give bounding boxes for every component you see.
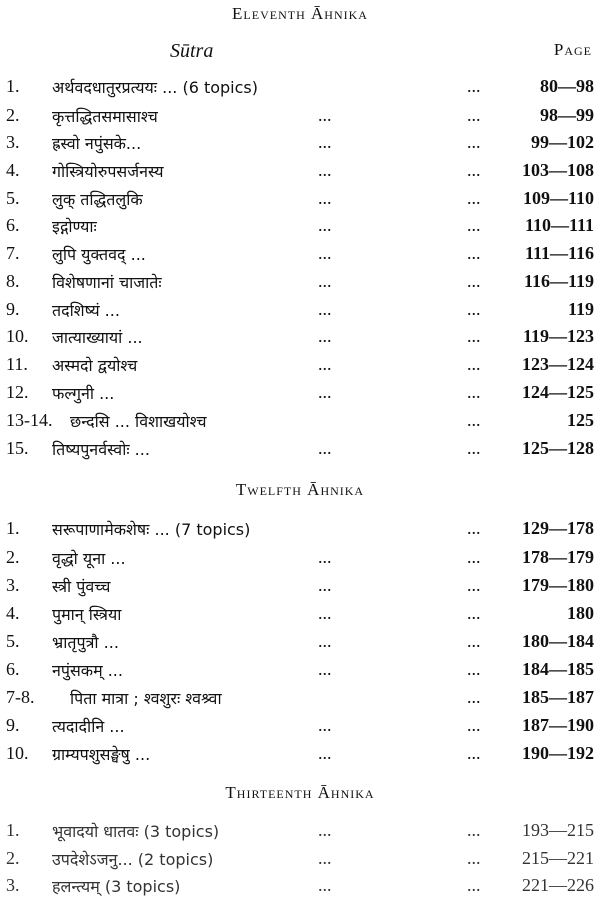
sutra-text: अस्मदो द्वयोश्च (52, 356, 138, 375)
row-number: 11. (6, 354, 28, 374)
page-range: 187—190 (522, 715, 594, 735)
leader-dots: ... (318, 603, 332, 623)
row-number: 4. (6, 603, 20, 623)
table-row (0, 243, 600, 271)
leader-dots: ... (318, 188, 332, 208)
page-range: 109—110 (522, 188, 594, 208)
leader-dots: ... (467, 875, 481, 895)
table-row (0, 271, 600, 299)
table-row (0, 659, 600, 687)
page-range: 111—116 (524, 243, 594, 263)
leader-dots: ... (318, 354, 332, 374)
row-number: 7. (6, 243, 20, 263)
table-row (0, 410, 600, 438)
row-number: 3. (6, 132, 20, 152)
table-row (0, 326, 600, 354)
leader-dots: ... (318, 875, 332, 895)
page-range: 110—111 (524, 215, 594, 235)
table-row (0, 438, 600, 466)
page-range: 215—221 (522, 848, 594, 868)
leader-dots: ... (318, 382, 332, 402)
sutra-text: तिष्यपुनर्वस्वोः ... (52, 440, 150, 459)
leader-dots: ... (467, 603, 481, 623)
leader-dots: ... (467, 271, 481, 291)
leader-dots: ... (318, 715, 332, 735)
sutra-text: स्त्री पुंवच्च (52, 577, 111, 596)
table-row (0, 132, 600, 160)
leader-dots: ... (467, 743, 481, 763)
table-row (0, 875, 600, 903)
table-row (0, 299, 600, 327)
leader-dots: ... (318, 848, 332, 868)
row-number: 10. (6, 743, 29, 763)
table-row (0, 715, 600, 743)
leader-dots: ... (467, 547, 481, 567)
table-row (0, 820, 600, 848)
leader-dots: ... (467, 687, 481, 707)
table-row (0, 382, 600, 410)
row-number: 9. (6, 715, 20, 735)
leader-dots: ... (467, 715, 481, 735)
leader-dots: ... (318, 743, 332, 763)
leader-dots: ... (318, 160, 332, 180)
row-number: 3. (6, 875, 20, 895)
leader-dots: ... (318, 659, 332, 679)
leader-dots: ... (467, 410, 481, 430)
row-number: 15. (6, 438, 29, 458)
table-row (0, 215, 600, 243)
column-header-sutra: Sūtra (170, 40, 214, 62)
sutra-text: त्यदादीनि ... (52, 717, 125, 736)
leader-dots: ... (467, 438, 481, 458)
sutra-text: भूवादयो धातवः (3 topics) (52, 822, 220, 841)
leader-dots: ... (467, 659, 481, 679)
table-row (0, 354, 600, 382)
page-range: 193—215 (522, 820, 594, 840)
leader-dots: ... (467, 76, 481, 96)
leader-dots: ... (318, 326, 332, 346)
leader-dots: ... (467, 132, 481, 152)
row-number: 5. (6, 631, 20, 651)
table-row (0, 105, 600, 133)
sutra-text: पिता मात्रा ; श्वशुरः श्वश्र्वा (70, 689, 222, 708)
sutra-text: नपुंसकम् ... (52, 661, 123, 680)
sutra-text: इद्गोण्याः (52, 217, 97, 236)
table-row (0, 687, 600, 715)
page-range: 116—119 (523, 271, 594, 291)
leader-dots: ... (467, 215, 481, 235)
sutra-text: भ्रातृपुत्रौ ... (52, 633, 119, 652)
row-number: 6. (6, 659, 20, 679)
table-row (0, 743, 600, 771)
row-number: 1. (6, 76, 20, 96)
leader-dots: ... (318, 243, 332, 263)
row-number: 1. (6, 820, 20, 840)
sutra-text: वृद्धो यूना ... (52, 549, 126, 568)
sutra-text: जात्याख्यायां ... (52, 328, 143, 347)
page-range: 124—125 (522, 382, 594, 402)
sutra-text: हलन्त्यम् (3 topics) (52, 877, 181, 896)
row-number: 7-8. (6, 687, 35, 707)
leader-dots: ... (467, 188, 481, 208)
page-range: 180—184 (522, 631, 594, 651)
page-range: 190—192 (522, 743, 594, 763)
leader-dots: ... (318, 575, 332, 595)
section-heading-twelfth: Twelfth Āhnika (235, 480, 365, 499)
page-range: 103—108 (522, 160, 594, 180)
table-row (0, 76, 600, 104)
leader-dots: ... (318, 631, 332, 651)
row-number: 9. (6, 299, 20, 319)
leader-dots: ... (467, 160, 481, 180)
page-range: 221—226 (522, 875, 594, 895)
page-range: 185—187 (522, 687, 594, 707)
row-number: 2. (6, 848, 20, 868)
leader-dots: ... (467, 299, 481, 319)
row-number: 5. (6, 188, 20, 208)
page-range: 179—180 (522, 575, 594, 595)
leader-dots: ... (318, 271, 332, 291)
page-range: 123—124 (522, 354, 594, 374)
leader-dots: ... (467, 243, 481, 263)
row-number: 13-14. (6, 410, 53, 430)
row-number: 8. (6, 271, 20, 291)
sutra-text: ह्रस्वो नपुंसके... (52, 134, 142, 153)
table-row (0, 160, 600, 188)
leader-dots: ... (467, 631, 481, 651)
section-heading-eleventh: Eleventh Āhnika (232, 4, 368, 23)
page-range: 125 (567, 410, 594, 430)
page-range: 184—185 (522, 659, 594, 679)
leader-dots: ... (318, 132, 332, 152)
sutra-text: सरूपाणामेकशेषः ... (7 topics) (52, 520, 251, 539)
section-heading-thirteenth: Thirteenth Āhnika (225, 783, 375, 802)
leader-dots: ... (467, 382, 481, 402)
page-range: 99—102 (531, 132, 594, 152)
leader-dots: ... (467, 820, 481, 840)
sutra-text: उपदेशेऽजनु... (2 topics) (52, 850, 214, 869)
leader-dots: ... (467, 326, 481, 346)
leader-dots: ... (467, 575, 481, 595)
leader-dots: ... (318, 105, 332, 125)
row-number: 4. (6, 160, 20, 180)
page-range: 119—123 (522, 326, 594, 346)
page-range: 98—99 (540, 105, 594, 125)
row-number: 1. (6, 518, 20, 538)
leader-dots: ... (318, 215, 332, 235)
page-range: 125—128 (522, 438, 594, 458)
sutra-text: ग्राम्यपशुसङ्घेषु ... (52, 745, 151, 764)
leader-dots: ... (467, 518, 481, 538)
page-range: 129—178 (522, 518, 594, 538)
table-row (0, 848, 600, 876)
leader-dots: ... (467, 105, 481, 125)
row-number: 2. (6, 547, 20, 567)
table-row (0, 547, 600, 575)
leader-dots: ... (318, 547, 332, 567)
table-row (0, 188, 600, 216)
column-header-page: Page (553, 40, 592, 59)
page-range: 178—179 (522, 547, 594, 567)
sutra-text: पुमान् स्त्रिया (52, 605, 122, 624)
sutra-text: अर्थवदधातुरप्रत्ययः ... (6 topics) (52, 78, 259, 97)
row-number: 10. (6, 326, 29, 346)
table-row (0, 518, 600, 546)
page-range: 119 (567, 299, 594, 319)
leader-dots: ... (467, 354, 481, 374)
table-row (0, 603, 600, 631)
table-row (0, 575, 600, 603)
sutra-text: छन्दसि ... विशाखयोश्च (70, 412, 207, 431)
leader-dots: ... (467, 848, 481, 868)
leader-dots: ... (318, 299, 332, 319)
table-row (0, 631, 600, 659)
sutra-text: लुक् तद्धितलुकि (52, 190, 143, 209)
page-range: 180 (567, 603, 594, 623)
sutra-text: गोस्त्रियोरुपसर्जनस्य (52, 162, 164, 181)
leader-dots: ... (318, 438, 332, 458)
leader-dots: ... (318, 820, 332, 840)
sutra-text: तदशिष्यं ... (52, 301, 120, 320)
sutra-text: लुपि युक्तवद् ... (52, 245, 146, 264)
row-number: 2. (6, 105, 20, 125)
row-number: 6. (6, 215, 20, 235)
row-number: 3. (6, 575, 20, 595)
sutra-text: विशेषणानां चाजातेः (52, 273, 162, 292)
sutra-text: कृत्तद्धितसमासाश्च (52, 107, 158, 126)
page-range: 80—98 (540, 76, 594, 96)
sutra-text: फल्गुनी ... (52, 384, 115, 403)
row-number: 12. (6, 382, 29, 402)
